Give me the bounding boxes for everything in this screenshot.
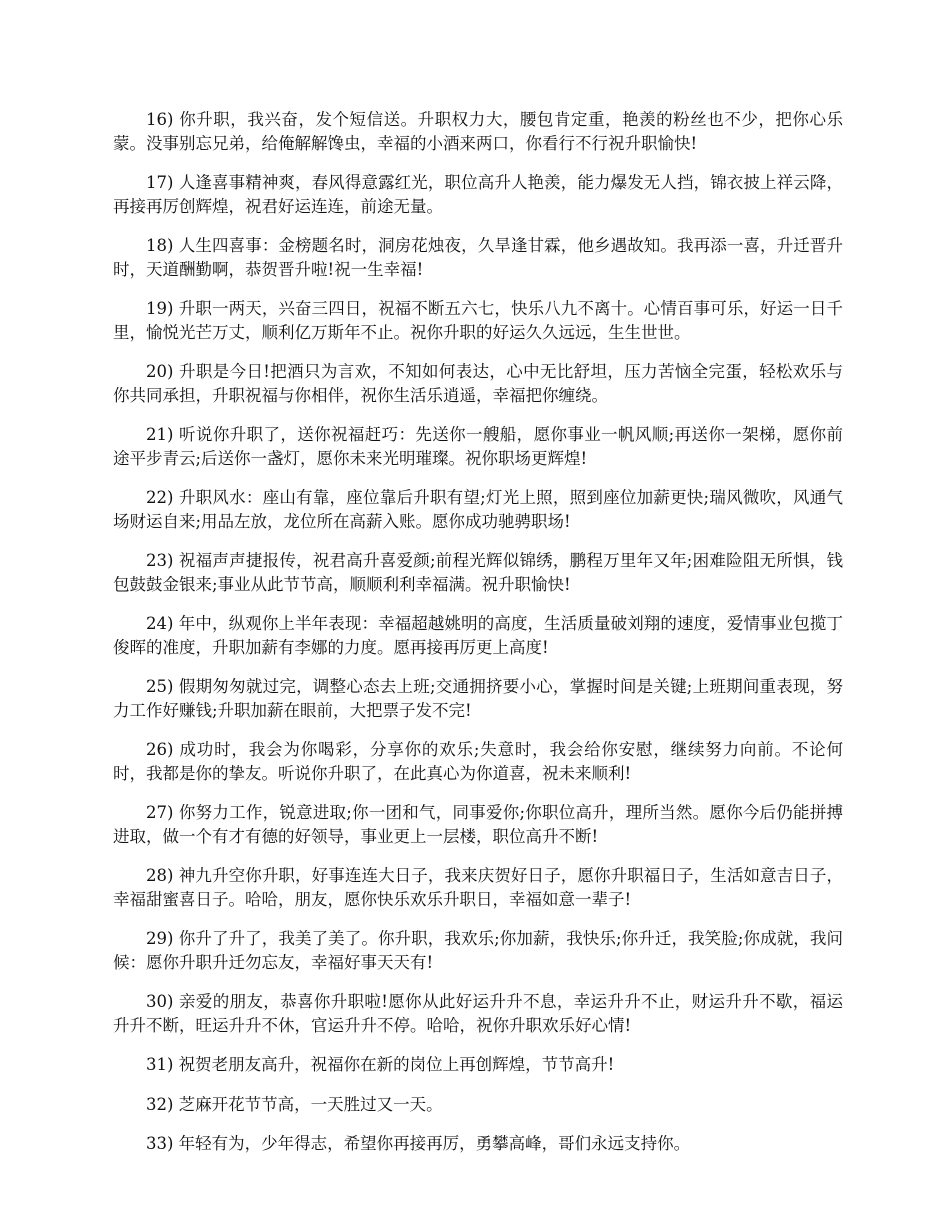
paragraph-30: 30) 亲爱的朋友，恭喜你升职啦!愿你从此好运升升不息，幸运升升不止，财运升升不歇，福运升升不断，旺运升升不休，官运升升不停。哈哈，祝你升职欢乐好心情! — [113, 992, 843, 1035]
paragraph-18: 18) 人生四喜事：金榜题名时，洞房花烛夜，久旱逢甘霖，他乡遇故知。我再添一喜，升迁晋升时，天道酬勤啊，恭贺晋升啦!祝一生幸福! — [113, 236, 843, 279]
paragraph-19: 19) 升职一两天，兴奋三四日，祝福不断五六七，快乐八九不离十。心情百事可乐，好运一日千里，愉悦光芒万丈，顺利亿万斯年不止。祝你升职的好运久久远远，生生世世。 — [113, 299, 843, 342]
paragraph-23: 23) 祝福声声捷报传，祝君高升喜爱颜;前程光辉似锦绣，鹏程万里年又年;困难险阻无所惧，钱包鼓鼓金银来;事业从此节节高，顺顺利利幸福满。祝升职愉快! — [113, 551, 843, 594]
paragraph-25: 25) 假期匆匆就过完，调整心态去上班;交通拥挤要小心，掌握时间是关键;上班期间重表现，努力工作好赚钱;升职加薪在眼前，大把票子发不完! — [113, 677, 843, 720]
paragraph-26: 26) 成功时，我会为你喝彩，分享你的欢乐;失意时，我会给你安慰，继续努力向前。不论何时，我都是你的挚友。听说你升职了，在此真心为你道喜，祝未来顺利! — [113, 740, 843, 783]
paragraph-21: 21) 听说你升职了，送你祝福赶巧：先送你一艘船，愿你事业一帆风顺;再送你一架梯，愿你前途平步青云;后送你一盏灯，愿你未来光明璀璨。祝你职场更辉煌! — [113, 425, 843, 468]
paragraph-20: 20) 升职是今日!把酒只为言欢，不知如何表达，心中无比舒坦，压力苦恼全完蛋，轻松欢乐与你共同承担，升职祝福与你相伴，祝你生活乐逍遥，幸福把你缠绕。 — [113, 362, 843, 405]
paragraph-28: 28) 神九升空你升职，好事连连大日子，我来庆贺好日子，愿你升职福日子，生活如意吉日子，幸福甜蜜喜日子。哈哈，朋友，愿你快乐欢乐升职日，幸福如意一辈子! — [113, 866, 843, 909]
paragraph-27: 27) 你努力工作，锐意进取;你一团和气，同事爱你;你职位高升，理所当然。愿你今后仍能拼搏进取，做一个有才有德的好领导，事业更上一层楼，职位高升不断! — [113, 803, 843, 846]
paragraph-16: 16) 你升职，我兴奋，发个短信送。升职权力大，腰包肯定重，艳羡的粉丝也不少，把你心乐蒙。没事别忘兄弟，给俺解解馋虫，幸福的小酒来两口，你看行不行祝升职愉快! — [113, 110, 843, 153]
paragraph-33: 33) 年轻有为，少年得志，希望你再接再厉，勇攀高峰，哥们永远支持你。 — [146, 1134, 691, 1153]
paragraph-22: 22) 升职风水：座山有靠，座位靠后升职有望;灯光上照，照到座位加薪更快;瑞风微吹，风通气场财运自来;用品左放，龙位所在高薪入账。愿你成功驰骋职场! — [113, 488, 843, 531]
paragraph-29: 29) 你升了升了，我美了美了。你升职，我欢乐;你加薪，我快乐;你升迁，我笑脸;你成就，我问候：愿你升职升迁勿忘友，幸福好事天天有! — [113, 929, 843, 972]
paragraph-32: 32) 芝麻开花节节高，一天胜过又一天。 — [146, 1094, 443, 1114]
paragraph-31: 31) 祝贺老朋友高升，祝福你在新的岗位上再创辉煌，节节高升! — [146, 1055, 615, 1074]
paragraph-24: 24) 年中，纵观你上半年表现：幸福超越姚明的高度，生活质量破刘翔的速度，爱情事业包揽丁俊晖的准度，升职加薪有李娜的力度。愿再接再厉更上高度! — [113, 614, 843, 657]
document-body — [113, 108, 843, 1172]
paragraph-17: 17) 人逢喜事精神爽，春风得意露红光，职位高升人艳羡，能力爆发无人挡，锦衣披上祥云降，再接再厉创辉煌，祝君好运连连，前途无量。 — [113, 173, 843, 216]
